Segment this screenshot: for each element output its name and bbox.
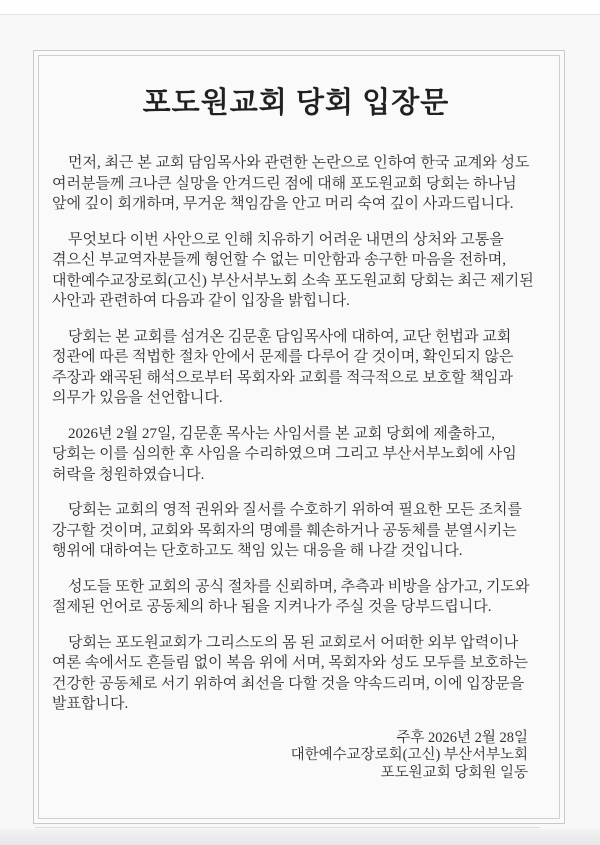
page-fold-line [35,827,540,828]
signature-organization: 대한예수교장로회(고신) 부산서부노회 [290,747,528,763]
paragraph-list [52,153,540,715]
signature-date: 주후 2026년 2월 28일 [396,729,528,746]
page-title: 포도원교회 당회 입장문 [142,87,450,119]
statement-paragraph: 당회는 교회의 영적 권위와 질서를 수호하기 위하여 필요한 모든 조치를 강구할 것이며, 교회와 목회자의 명예를 훼손하거나 공동체를 분열시키는 행위에 대하여는 단호하고도 책임 있는 대응을 해 나갈 것입니다. [52,502,522,559]
statement-paragraph: 성도들 또한 교회의 공식 절차를 신뢰하며, 추측과 비방을 삼가고, 기도와 절제된 언어로 공동체의 하나 됨을 지켜나가 주실 것을 당부드립니다. [52,578,530,615]
signature-block [52,730,540,783]
statement-paragraph: 먼저, 최근 본 교회 담임목사와 관련한 논란으로 인하여 한국 교계와 성도 여러분들께 크나큰 실망을 안겨드린 점에 대해 포도원교회 당회는 하나님 앞에 깊이 회개하며, 무거운 책임감을 안고 머리 숙여 깊이 사과드립니다. [52,155,530,212]
photo-top-edge [0,0,600,15]
statement-paragraph: 당회는 포도원교회가 그리스도의 몸 된 교회로서 어떠한 외부 압력이나 여론 속에서도 흔들림 없이 복음 위에 서며, 목회자와 성도 모두를 보호하는 건강한 공동체로 서기 위하여 최선을 다할 것을 약속드리며, 이에 입장문을 발표합니다. [52,634,528,712]
statement-paragraph: 무엇보다 이번 사안으로 인해 치유하기 어려운 내면의 상처와 고통을 겪으신 부교역자분들께 형언할 수 없는 미안함과 송구한 마음을 전하며, 대한예수교장로회(고신) 부산서부노회 소속 포도원교회 당회는 최근 제기된 사안과 관련하여 다음과 같이 입장을 밝힙니다. [52,231,534,309]
photo-bottom-shadow [0,829,600,845]
statement-paragraph: 당회는 본 교회를 섬겨온 김문훈 담임목사에 대하여, 교단 헌법과 교회 정관에 따른 적법한 절차 안에서 문제를 다루어 갈 것이며, 확인되지 않은 주장과 왜곡된 해석으로부터 목회자와 교회를 적극적으로 보호할 책임과 의무가 있음을 선언합니다. [52,328,514,406]
statement-body [52,57,540,782]
statement-paragraph: 2026년 2월 27일, 김문훈 목사는 사임서를 본 교회 당회에 제출하고, 당회는 이를 심의한 후 사임을 수리하였으며 그리고 부산서부노회에 사임 허락을 청원하였습니다. [52,425,517,483]
signature-members: 포도원교회 당회원 일동 [380,764,528,781]
